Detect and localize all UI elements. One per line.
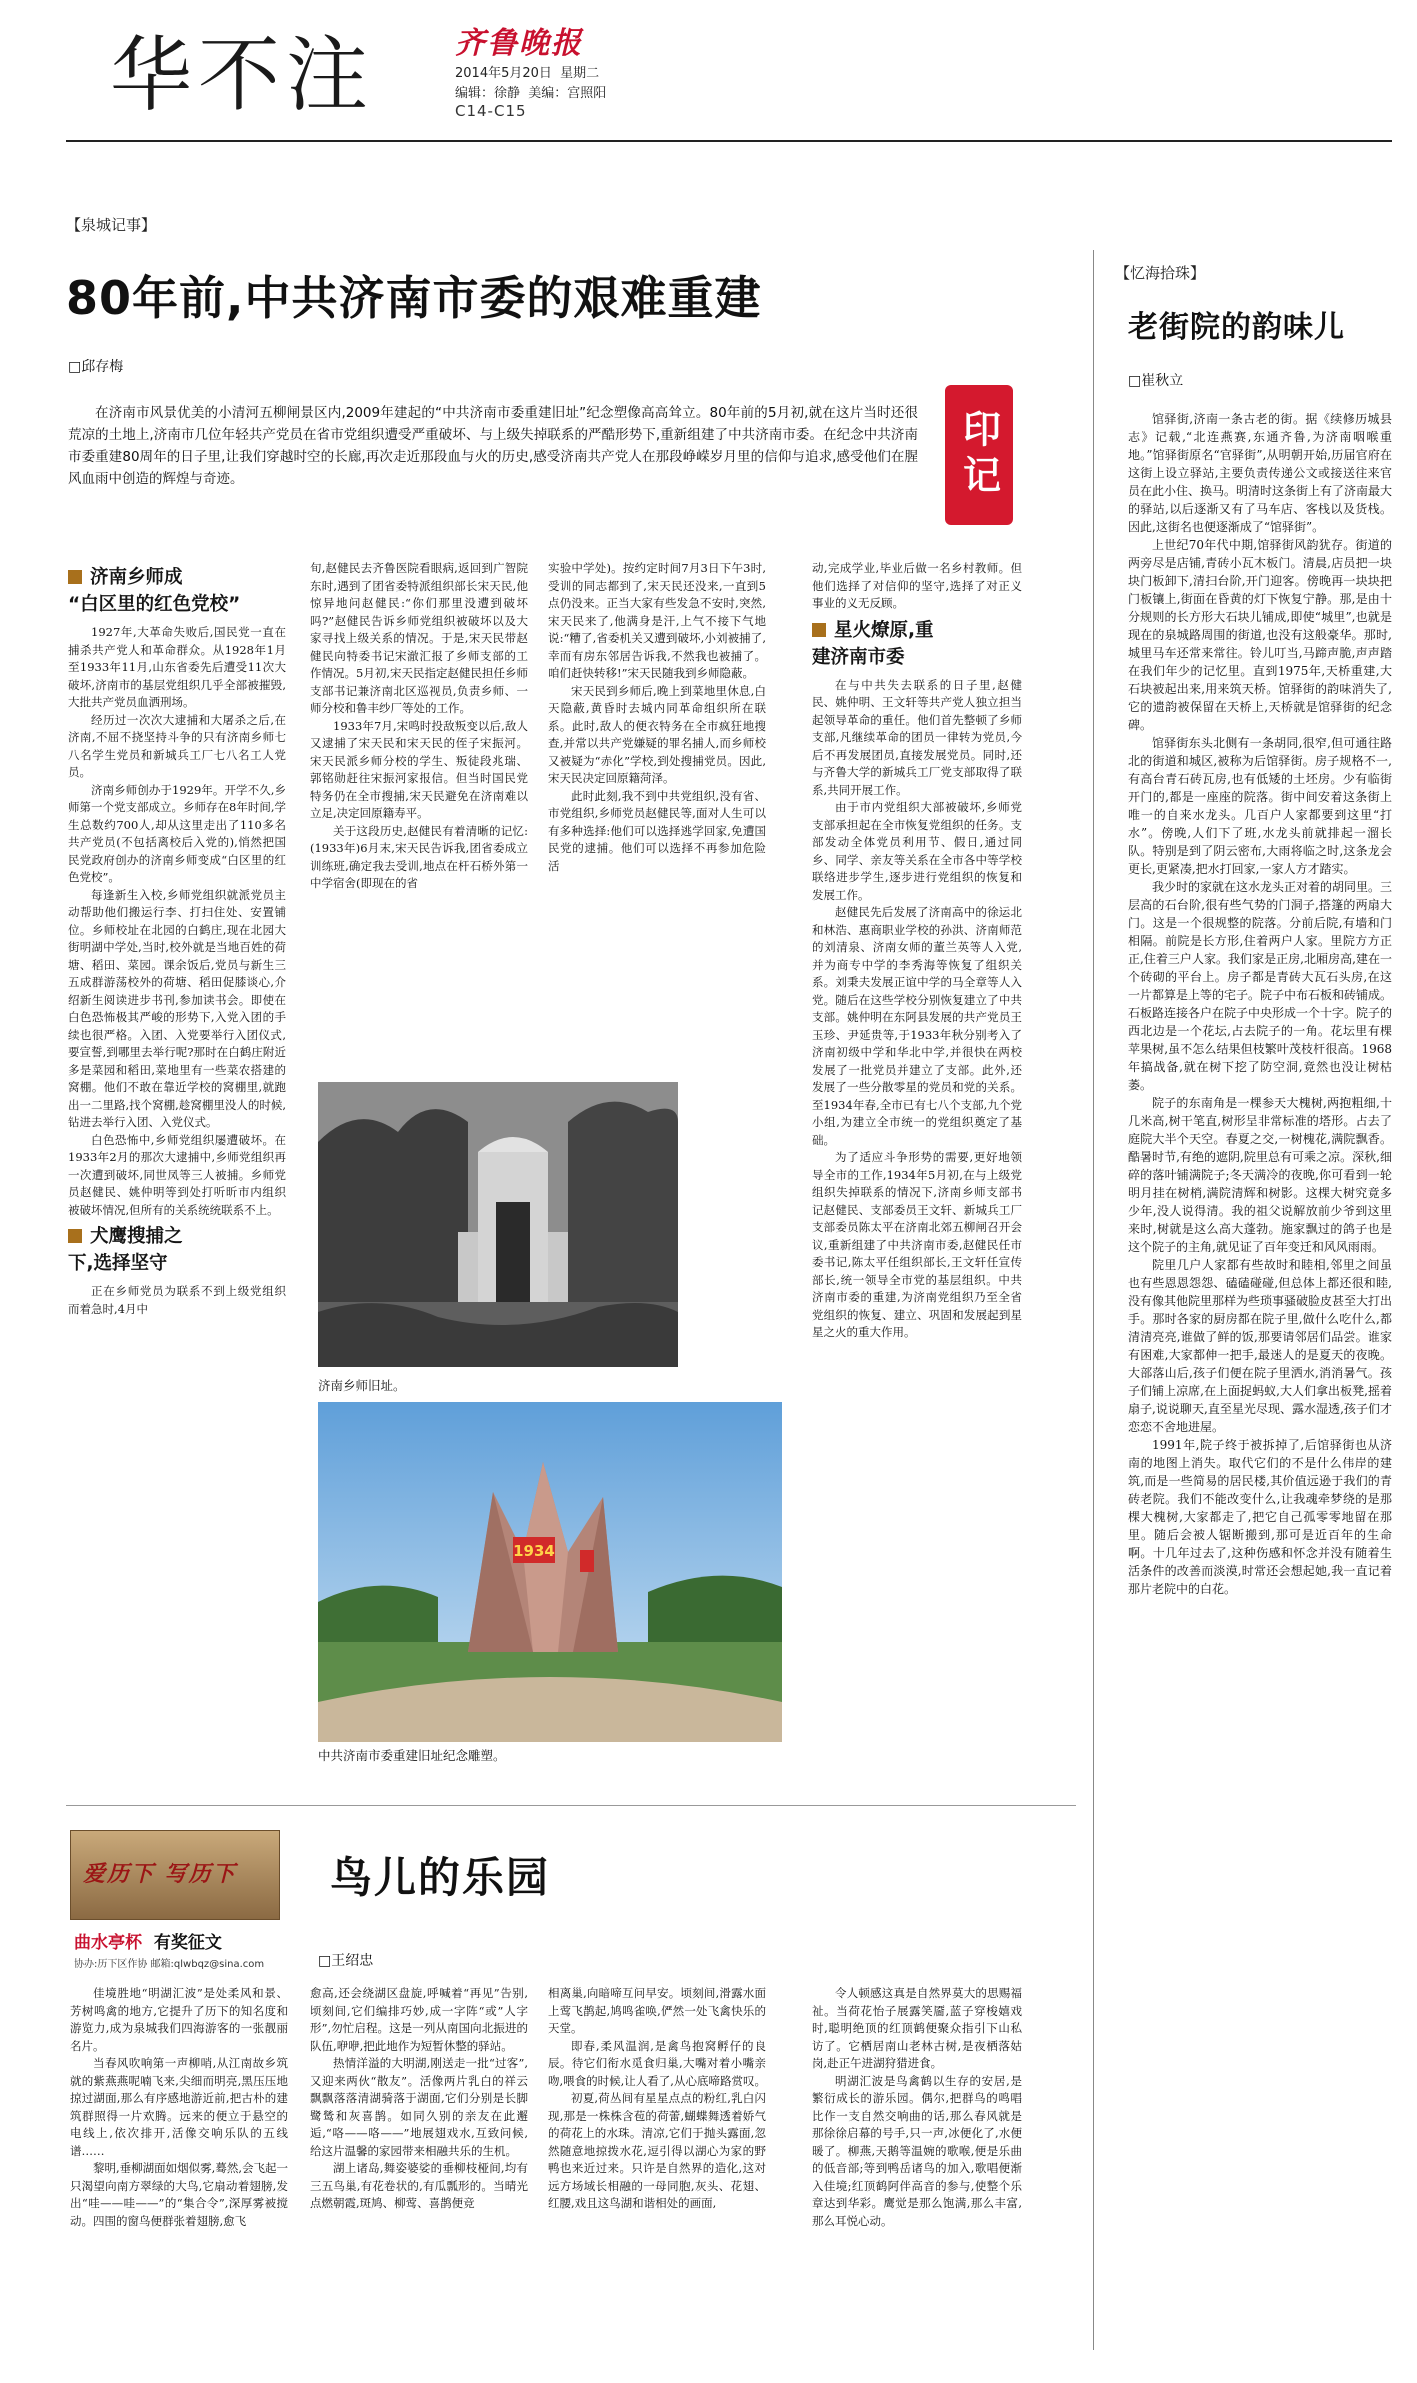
paragraph: 每逢新生入校,乡师党组织就派党员主动帮助他们搬运行李、打扫住处、安置铺位。乡师校址在北园的白鹤庄,现在北园大街明湖中学处,当时,校外就是当地百姓的荷塘、稻田、菜园。课余饭后,党员与新生三五成群游荡校外的荷塘、稻田促膝谈心,介绍新生阅读进步书刊,参加读书会。即使在白色恐怖极其严峻的形势下,入党入团的手续也很严格。入团、入党要举行入团仪式,要宣誓,到哪里去举行呢?那时在白鹤庄附近多是菜园和稻田,菜地里有一些菜农搭建的窝棚。他们不敢在靠近学校的窝棚里,就跑出一二里路,找个窝棚,趁窝棚里没人的时候,钻进去举行入团、入党仪式。 bbox=[68, 887, 286, 1129]
paragraph: 院里几户人家都有些故时和睦相,邻里之间虽也有些恩恩怨怨、磕磕碰碰,但总体上都还很和睦,没有像其他院里那样为些琐事骚破脸皮甚至大打出手。那时各家的厨房都在院子里,做什么吃什么,都清清亮亮,谁做了鲜的饭,那要请邻居们品尝。谁家有困难,大家都伸一把手,最迷人的是夏天的夜晚。大部落山后,孩子们便在院子里洒水,消消暑气。孩子们铺上凉席,在上面捉蚂蚁,大人们拿出板凳,摇着扇子,说说聊天,直至星光尽现、露水湿透,孩子们才恋恋不舍地进屋。 bbox=[1128, 1258, 1392, 1434]
photo-1-caption: 济南乡师旧址。 bbox=[318, 1378, 406, 1393]
lead-text: 在济南市风景优美的小清河五柳闸景区内,2009年建起的“中共济南市委重建旧址”纪念塑像高高耸立。80年前的5月初,就在这片当时还很荒凉的土地上,济南市几位年轻共产党员在省市党组织遭受严重破坏、与上级失掉联系的严酷形势下,重新组建了中共济南市委。在纪念中共济南市委重建80周年的日子里,让我们穿越时空的长廊,再次走近那段血与火的历史,感受济南共产党人在那段峥嵘岁月里的信仰与追求,感受他们在腥风血雨中创造的辉煌与奇迹。 bbox=[68, 405, 918, 487]
section-title: 华不注 bbox=[110, 28, 375, 123]
school-gate-illustration bbox=[318, 1082, 678, 1367]
paragraph: 令人顿感这真是自然界莫大的思赐福祉。当荷花怡子展露笑靥,蓝子穿梭嬉戏时,聪明绝顶的红顶鹤便聚众指引下山私访了。它栖居南山老林古树,是夜栖落姑岗,赴正午进湖狩猎进食。 bbox=[812, 1986, 1022, 2070]
contest-coorganizer: 协办:历下区作协 邮箱:qlwbqz@sina.com bbox=[74, 1959, 265, 1970]
paragraph: 热情洋溢的大明湖,刚送走一批“过客”,又迎来两伙“散友”。活像两片乳白的祥云飘飘落落清湖骑落于湖面,它们分别是长脚鹭鸶和灰喜鹊。如同久别的亲友在此邂逅,“咯——咯——”地展翅戏水,互致问候,给这片温馨的家园带来相融共乐的生机。 bbox=[310, 2056, 528, 2158]
paragraph: 上世纪70年代中期,馆驿街风韵犹存。街道的两旁尽是店铺,青砖小瓦木板门。清晨,店员把一块块门板卸下,清扫台阶,开门迎客。傍晚再一块块把门板镶上,街面在昏黄的灯下恢复宁静。那,是由十分规则的长方形大石块儿铺成,即使“城里”,也就是现在的泉城路周围的街道,也没有这般豪华。那时,城里马车还常来常往。铃儿叮当,马蹄声脆,声声踏在我们年少的记忆里。直到1975年,天桥重建,大石块被起出来,用来筑天桥。馆驿街的韵味消失了,它的遗韵被保留在天桥上,天桥就是馆驿街的纪念碑。 bbox=[1128, 538, 1392, 732]
contest-title: 爱历下 写历下 bbox=[83, 1861, 237, 1887]
bottom-column-2 bbox=[310, 1985, 528, 2370]
subheading-3-line-1: 星火燎原,重 bbox=[834, 619, 934, 641]
masthead-pages: C14-C15 bbox=[455, 102, 527, 120]
paragraph: 由于市内党组织大部被破坏,乡师党支部承担起在全市恢复党组织的任务。支部发动全体党员利用节、假日,通过同乡、同学、亲友等关系在全市各中等学校联络进步学生,逐步进行党组织的恢复和发展工作。 bbox=[812, 800, 1022, 902]
masthead-rule bbox=[66, 140, 1392, 142]
paragraph: 相离巢,向暗啼互问早安。顷刻间,滑露水面上莺飞鹊起,鸠鸣雀唤,俨然一处飞禽快乐的天堂。 bbox=[548, 1986, 766, 2035]
subheading-3-line-2: 建济南市委 bbox=[812, 646, 905, 668]
lead-paragraph bbox=[68, 402, 918, 490]
subheading-1-line-1: 济南乡师成 bbox=[90, 567, 183, 588]
svg-text:1934: 1934 bbox=[513, 1542, 555, 1560]
paragraph: 黎明,垂柳湖面如烟似雾,蓦然,会飞起一只渴望向南方翠绿的大鸟,它扇动着翅膀,发出“哇——哇——”的“集合令”,深厚雾被搅动。四围的窗鸟便群张着翅膀,愈飞 bbox=[70, 2161, 288, 2228]
side-column-tag: 【忆海拾珠】 bbox=[1115, 264, 1206, 282]
masthead-weekday: 星期二 bbox=[560, 66, 600, 81]
contest-banner bbox=[70, 1830, 280, 1920]
main-column-3 bbox=[548, 560, 766, 1060]
paragraph: 济南乡师创办于1929年。开学不久,乡师第一个党支部成立。乡师存在8年时间,学生总数约700人,却从这里走出了110多名共产党员(不包括离校后入党的),悄然把国民党政府创办的济南乡师变成“白区里的红色党校”。 bbox=[68, 782, 286, 884]
memorial-sculpture-illustration bbox=[318, 1402, 782, 1742]
paragraph: 1927年,大革命失败后,国民党一直在捕杀共产党人和革命群众。从1928年1月至1933年11月,山东省委先后遭受11次大破坏,济南市的基层党组织几乎全部被摧毁,大批共产党员血洒刑场。 bbox=[68, 625, 286, 709]
subheading-2-line-2: 下,选择坚守 bbox=[68, 1253, 168, 1274]
main-title: 80年前,中共济南市委的艰难重建 bbox=[66, 271, 762, 325]
masthead-date-line bbox=[455, 62, 599, 81]
paragraph: 明湖汇波是鸟禽鹤以生存的安居,是繁衍成长的游乐园。偶尔,把群鸟的鸣唱比作一支自然交响曲的话,那么春风就是那徐徐启幕的号手,只一声,冰便化了,水便暖了。柳燕,天鹅等温婉的歌喉,便是乐曲的低音部;等到鸭岳诸鸟的加入,歌唱便渐入佳境;红顶鹤阿伴高音的参与,使整个乐章达到华彩。鹰觉是那么饱满,那么丰富,那么耳悦心动。 bbox=[812, 2073, 1022, 2228]
subheading-2-line-1: 犬鹰搜捕之 bbox=[90, 1226, 183, 1247]
subheading-2 bbox=[68, 1223, 286, 1277]
paragraph: 实验中学处)。按约定时间7月3日下午3时,受训的同志都到了,宋天民还没来,一直到5点仍没来。正当大家有些发急不安时,突然,宋天民来了,他满身是汗,上气不接下气地说:“糟了,省委机关又遭到破坏,小刘被捕了,幸而有房东邻居告诉我,不然我也被捕了。咱们赶快转移!”宋天民随我到乡师隐蔽。 bbox=[548, 561, 766, 680]
paragraph: 此时此刻,我不到中共党组织,没有省、市党组织,乡师党员赵健民等,面对人生可以有多种选择:他们可以选择逃学回家,免遭国民党的逮捕。他们可以选择不再参加危险活 bbox=[548, 788, 766, 873]
paragraph: 初夏,荷丛间有星星点点的粉红,乳白闪现,那是一株株含苞的荷蕾,蝴蝶舞透着娇气的荷花上的水珠。清凉,它们于抛头露面,忽然随意地掠拨水花,逗引得以湖心为家的野鸭也来近过来。只许是自然界的造化,这对远方场域长相融的一母同胞,灰头、花翅、红腰,戏且这鸟湖和谐相处的画面, bbox=[548, 2091, 766, 2210]
seal-stamp bbox=[945, 385, 1013, 525]
bottom-column-4 bbox=[812, 1985, 1022, 2370]
main-byline: □邱存梅 bbox=[68, 359, 124, 375]
paragraph: 关于这段历史,赵健民有着清晰的记忆:(1933年)6月末,宋天民告诉我,团省委成立训练班,确定我去受训,地点在杆石桥外第一中学宿舍(即现在的省 bbox=[310, 823, 528, 890]
contest-subtitle: 有奖征文 bbox=[153, 1933, 222, 1953]
main-column-2 bbox=[310, 560, 528, 1040]
contest-name: 曲水亭杯 bbox=[74, 1933, 142, 1953]
paragraph: 当春风吹响第一声柳哨,从江南故乡筑就的紫燕燕呢喃飞来,尖细而明亮,黑压压地掠过湖面,那么有序感地游近前,把古朴的建筑群照得一片欢腾。远来的便立于悬空的电线上,依次排开,活像交响乐队的五线谱…… bbox=[70, 2056, 288, 2158]
paragraph: 馆驿街东头北侧有一条胡同,很窄,但可通往路北的街道和城区,被称为后馆驿街。房子规格不一,有高台青石砖瓦房,也有低矮的土坯房。少有临街开门的,都是一座座的院落。街中间安着这条街上唯一的自来水龙头。几百户人家都要到这里“打水”。傍晚,人们下了班,水龙头前就排起一溜长队。特别是到了阴云密布,大雨将临之时,这条龙会更长,更紧凑,把水打回家,一家人方才踏实。 bbox=[1128, 736, 1392, 876]
side-title: 老街院的韵味儿 bbox=[1128, 310, 1345, 345]
paragraph: 白色恐怖中,乡师党组织屡遭破坏。在1933年2月的那次大逮捕中,乡师党组织再一次遭到破坏,同世凤等三人被捕。乡师党员赵健民、姚仲明等到处打听昕市内组织被破坏情况,但所有的关系统统联系不上。 bbox=[68, 1132, 286, 1217]
paper-logo bbox=[455, 18, 583, 62]
subheading-1 bbox=[68, 564, 286, 618]
paragraph: 正在乡师党员为联系不到上级党组织而着急时,4月中 bbox=[68, 1284, 286, 1316]
main-column-4 bbox=[812, 560, 1022, 1818]
paragraph: 经历过一次次大逮捕和大屠杀之后,在济南,不屈不挠坚持斗争的只有济南乡师七八名学生党员和新城兵工厂七八名工人党员。 bbox=[68, 712, 286, 779]
masthead-designer: 美编：宫照阳 bbox=[528, 86, 607, 101]
paragraph: 动,完成学业,毕业后做一名乡村教师。但他们选择了对信仰的坚守,选择了对正义事业的义无反顾。 bbox=[812, 561, 1022, 610]
photo-2-caption: 中共济南市委重建旧址纪念雕塑。 bbox=[318, 1748, 506, 1763]
bottom-column-1 bbox=[70, 1985, 288, 2370]
paragraph: 宋天民到乡师后,晚上到菜地里休息,白天隐蔽,黄昏时去城内同革命组织所在联系。此时,敌人的便衣特务在全市疯狂地搜查,并常以共产党嫌疑的罪名捕人,而乡师校又被疑为“赤化”学校,到处搜捕党员。因此,宋天民决定回原籍菏泽。 bbox=[548, 683, 766, 785]
paper-name: 齐鲁晚报 bbox=[455, 26, 583, 61]
paragraph: 1991年,院子终于被拆掉了,后馆驿街也从济南的地图上消失。取代它们的不是什么伟岸的建筑,而是一些简易的居民楼,其价值远逊于我们的青砖老院。我们不能改变什么,让我魂牵梦绕的是那棵大槐树,大家都走了,把它自己孤零零地留在那里。随后会被人锯断搬到,那可是近百年的生命啊。十几年过去了,这种伤感和怀念并没有随着生活条件的改善而淡漠,时常还会想起她,我一直记着那片老院中的白花。 bbox=[1128, 1438, 1392, 1596]
paragraph: 即春,柔风温润,是禽鸟抱窝孵仔的良辰。待它们衔水觅食归巢,大嘴对着小嘴亲吻,喂食的时候,让人看了,从心底啼路赏叹。 bbox=[548, 2038, 766, 2088]
main-column-1 bbox=[68, 560, 286, 1818]
column-divider bbox=[1093, 250, 1094, 2350]
side-byline: □崔秋立 bbox=[1128, 373, 1184, 389]
photo-memorial-sculpture bbox=[318, 1402, 782, 1742]
contest-name-line bbox=[74, 1928, 222, 1953]
side-article-body bbox=[1128, 410, 1392, 2355]
paragraph: 愈高,还会绕湖区盘旋,呼喊着“再见”告别,顷刻间,它们编排巧妙,成一字阵“或”人字形”,勿忙启程。这是一列从南国向北振进的队伍,咿咿,把此地作为短暂休整的驿站。 bbox=[310, 1986, 528, 2053]
paragraph: 院子的东南角是一棵参天大槐树,两抱粗细,十几米高,树干笔直,树形呈非常标准的塔形。占去了庭院大半个天空。春夏之交,一树槐花,满院飘香。酷暑时节,有绝的遮阴,院里总有可乘之凉。深秋,细碎的落叶铺满院子;冬天满冷的夜晚,你可看到一轮明月挂在树梢,满院清辉和树影。这棵大树究竟多少年,没人说得清。我的祖父说解放前少爷到这里来时,树就是这么高大蓬勃。施家飘过的鸽子也是这个院子的主角,就见证了百年变迁和风风雨雨。 bbox=[1128, 1096, 1392, 1254]
masthead-editor: 编辑：徐静 bbox=[455, 86, 521, 101]
paragraph: 在与中共失去联系的日子里,赵健民、姚仲明、王文轩等共产党人独立担当起领导革命的重任。他们首先整顿了乡师支部,凡继续革命的团员一律转为党员,今后不再发展团员,直接发展党员。同时,还与齐鲁大学的新城兵工厂党支部取得了联系,共同开展工作。 bbox=[812, 677, 1022, 797]
square-bullet-icon bbox=[812, 623, 826, 637]
bottom-column-3 bbox=[548, 1985, 766, 2370]
paragraph: 旬,赵健民去齐鲁医院看眼病,返回到广智院东时,遇到了团省委特派组织部长宋天民,他惊异地问赵健民:“你们那里没遭到破坏吗?”赵健民告诉乡师党组织被破坏以及大家寻找上级关系的情况。于是,宋天民带赵健民向特委书记宋澈汇报了乡师支部的工作情况。5月初,宋天民指定赵健民担任乡师支部书记兼济南北区巡视员,负责乡师、一师分校和鲁丰纱厂等处的工作。 bbox=[310, 561, 528, 715]
bottom-title: 鸟儿的乐园 bbox=[330, 1853, 551, 1902]
masthead-staff-line bbox=[455, 82, 606, 101]
main-column-tag: 【泉城记事】 bbox=[66, 216, 157, 234]
section-divider-rule bbox=[66, 1805, 1076, 1806]
seal-text: 印记 bbox=[956, 409, 1002, 501]
paragraph: 佳境胜地“明湖汇波”是处柔风和景、芳树鸣禽的地方,它提升了历下的知名度和游览力,成为泉城我们四海游客的一张靓丽名片。 bbox=[70, 1986, 288, 2053]
square-bullet-icon bbox=[68, 570, 82, 584]
paragraph: 赵健民先后发展了济南高中的徐运北和林浩、惠商职业学校的孙洪、济南师范的刘清泉、济南女师的董兰英等人入党,并为商专中学的李秀海等恢复了组织关系。刘秉夫发展正谊中学的马全章等人入党。随后在这些学校分别恢复建立了中共支部。姚仲明在东阿县发展的共产党员王玉珍、尹延贵等,于1933年秋分别考入了济南初级中学和华北中学,并很快在两校发展了一批党员并建立了支部。此外,还发展了一些分散零星的党员和党的关系。至1934年春,全市已有七八个支部,九个党小组,为建立全市统一的党组织奠定了基础。 bbox=[812, 905, 1022, 1147]
subheading-1-line-2: “白区里的红色党校” bbox=[68, 594, 241, 615]
paragraph: 1933年7月,宋鸣时投敌叛变以后,敌人又逮捕了宋天民和宋天民的侄子宋振河。宋天民派乡师分校的学生、叛徒段兆瑞、郭铭勋赶往宋振河家报信。但当时国民党特务仍在全市搜捕,宋天民避免在济南难以立足,决定回原籍寿平。 bbox=[310, 718, 528, 820]
square-bullet-icon bbox=[68, 1229, 82, 1243]
bottom-byline: □王绍忠 bbox=[318, 1953, 374, 1969]
masthead-date: 2014年5月20日 bbox=[455, 66, 552, 81]
subheading-3 bbox=[812, 617, 1022, 671]
paragraph: 湖上诸岛,舞姿婆娑的垂柳枝桠间,均有三五鸟巢,有花卷状的,有瓜瓢形的。当晴光点燃朝霞,斑鸠、柳莺、喜鹊便竞 bbox=[310, 2161, 528, 2210]
paragraph: 馆驿街,济南一条古老的街。据《续修历城县志》记载,“北连燕赛,东通齐鲁,为济南咽喉重地。”馆驿街原名“官驿街”,从明朝开始,历届官府在这街上设立驿站,主要负责传递公文或接送往来官员在此小住、换马。明清时这条街上有了济南最大的驿站,以后逐渐又有了马车店、客栈以及货栈。因此,这街名也便逐渐成了“馆驿街”。 bbox=[1128, 412, 1392, 534]
photo-normal-school-site bbox=[318, 1082, 678, 1367]
paragraph: 我少时的家就在这水龙头正对着的胡同里。三层高的石台阶,很有些气势的门洞子,搭篷的两扇大门。这是一个很规整的院落。分前后院,有墙和门相隔。前院是长方形,住着两户人家。里院方方正正,住着三户人家。我们家是正房,北厢房高,建在一个砖砌的平台上。房子都是青砖大瓦石头房,在这一片都算是上等的宅子。院子中布石板和砖铺成。石板路连接各户在院子中央形成一个十字。院子的西北边是一个花坛,占去院子的一角。花坛里有棵苹果树,虽不怎么结果但枝繁叶茂枝杆很高。1968年搞战备,就在树下挖了防空洞,竟然也没让树枯萎。 bbox=[1128, 880, 1392, 1092]
paragraph: 为了适应斗争形势的需要,更好地领导全市的工作,1934年5月初,在与上级党组织失掉联系的情况下,济南乡师支部书记赵健民、支部委员王文轩、新城兵工厂支部委员陈太平在济南北郊五柳闸召开会议,重新组建了中共济南市委,赵健民任市委书记,陈太平任组织部长,王文轩任宣传部长,统一领导全市党的基层组织。中共济南市委的重建,为济南党组织乃至全省党组织的恢复、建立、巩固和发展起到星星之火的重大作用。 bbox=[812, 1150, 1022, 1339]
